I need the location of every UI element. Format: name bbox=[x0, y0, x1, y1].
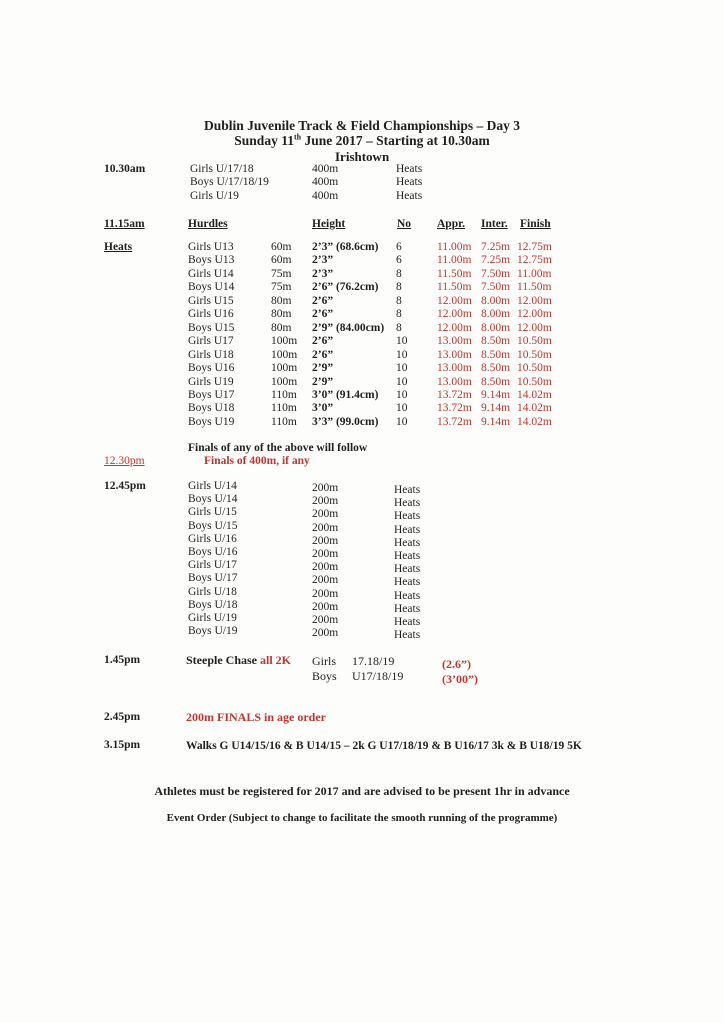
finals-400m-note: Finals of 400m, if any bbox=[204, 455, 310, 467]
page-title: Dublin Juvenile Track & Field Championships – Day 3 bbox=[203, 118, 521, 133]
hurdle-count: 8 bbox=[396, 281, 402, 294]
steeple-height: (2.6”) bbox=[442, 657, 471, 671]
hurdle-category: Girls U16 bbox=[188, 308, 234, 321]
event-category: Girls U/18 bbox=[188, 585, 237, 598]
walks-text: Walks G U14/15/16 & B U14/15 – 2k G U17/18/19 & B U16/17 3k & B U18/19 5K bbox=[186, 740, 582, 752]
finals-200m: 200m FINALS in age order bbox=[186, 710, 326, 724]
steeple-chase-distance: all 2K bbox=[260, 653, 292, 667]
event-category: Girls U/19 bbox=[188, 612, 237, 624]
hurdle-distance: 110m bbox=[271, 388, 297, 401]
event-distance: 400m bbox=[312, 176, 339, 189]
event-round: Heats bbox=[394, 589, 421, 602]
hurdle-approach: 13.72m bbox=[437, 388, 472, 401]
event-category: Girls U/16 bbox=[188, 532, 237, 545]
hurdle-count: 10 bbox=[396, 388, 408, 401]
hurdle-height: 3’3” (99.0cm) bbox=[312, 415, 379, 428]
event-category: Boys U/17 bbox=[188, 572, 238, 585]
hurdle-interval: 7.25m bbox=[481, 241, 511, 253]
event-distance: 200m bbox=[312, 600, 339, 613]
hurdle-interval: 8.00m bbox=[481, 294, 511, 307]
hurdle-height: 2’6” (76.2cm) bbox=[312, 281, 379, 294]
hurdle-count: 10 bbox=[396, 415, 408, 428]
event-distance: 200m bbox=[312, 482, 339, 494]
event-category: Girls U/14 bbox=[188, 480, 237, 492]
hurdle-approach: 11.00m bbox=[437, 254, 472, 267]
hurdle-height: 2’6” bbox=[312, 308, 334, 321]
inter-heading: Inter. bbox=[481, 218, 508, 230]
hurdle-interval: 9.14m bbox=[481, 388, 511, 401]
event-category: Girls U/19 bbox=[190, 189, 239, 202]
heats-label: Heats bbox=[104, 241, 133, 253]
hurdle-finish: 14.02m bbox=[517, 388, 552, 401]
hurdle-count: 8 bbox=[396, 308, 402, 321]
hurdle-height: 3’0” bbox=[312, 402, 334, 415]
hurdle-count: 8 bbox=[396, 294, 402, 307]
hurdle-finish: 12.75m bbox=[517, 241, 552, 253]
event-distance: 200m bbox=[312, 627, 339, 640]
venue: Irishtown bbox=[335, 149, 390, 164]
hurdle-approach: 13.00m bbox=[437, 348, 472, 361]
steeple-category: Boys bbox=[312, 669, 337, 683]
hurdle-height: 2’9” bbox=[312, 375, 334, 388]
finals-note: Finals of any of the above will follow bbox=[188, 442, 368, 454]
hurdle-distance: 110m bbox=[271, 415, 297, 428]
hurdle-height: 2’3” (68.6cm) bbox=[312, 241, 379, 253]
hurdle-distance: 100m bbox=[271, 348, 298, 361]
hurdle-approach: 13.00m bbox=[437, 375, 472, 388]
hurdle-category: Boys U14 bbox=[188, 281, 235, 294]
hurdle-approach: 11.50m bbox=[437, 267, 472, 280]
event-category: Girls U/17/18 bbox=[190, 163, 254, 175]
event-category: Girls U/15 bbox=[188, 506, 237, 519]
hurdle-finish: 12.00m bbox=[517, 321, 552, 334]
hurdle-distance: 80m bbox=[271, 294, 292, 307]
hurdle-finish: 12.75m bbox=[517, 254, 552, 267]
event-distance: 200m bbox=[312, 495, 339, 508]
hurdle-interval: 9.14m bbox=[481, 402, 511, 415]
steeple-ages: 17.18/19 bbox=[352, 654, 395, 668]
steeple-category: Girls bbox=[312, 654, 336, 668]
hurdle-distance: 75m bbox=[271, 267, 292, 280]
event-round: Heats bbox=[394, 536, 421, 549]
hurdle-approach: 12.00m bbox=[437, 294, 472, 307]
hurdle-distance: 80m bbox=[271, 308, 292, 321]
hurdle-finish: 14.02m bbox=[517, 402, 552, 415]
time-1030: 10.30am bbox=[104, 163, 146, 175]
hurdle-count: 6 bbox=[396, 241, 402, 253]
hurdle-category: Girls U17 bbox=[188, 335, 234, 348]
event-distance: 200m bbox=[312, 587, 339, 600]
hurdle-finish: 11.50m bbox=[517, 281, 552, 294]
hurdle-category: Boys U16 bbox=[188, 362, 235, 375]
hurdle-interval: 9.14m bbox=[481, 415, 511, 428]
finish-heading: Finish bbox=[520, 218, 551, 230]
event-category: Boys U/14 bbox=[188, 493, 238, 506]
hurdle-finish: 14.02m bbox=[517, 415, 552, 428]
event-round: Heats bbox=[394, 616, 421, 628]
hurdle-interval: 7.50m bbox=[481, 267, 511, 280]
event-category: Boys U/18 bbox=[188, 598, 238, 611]
hurdle-approach: 12.00m bbox=[437, 308, 472, 321]
event-round: Heats bbox=[394, 550, 421, 562]
time-1230: 12.30pm bbox=[104, 455, 145, 467]
hurdle-height: 2’9” bbox=[312, 362, 334, 375]
hurdle-count: 8 bbox=[396, 321, 402, 334]
date-prefix: Sunday 11 bbox=[234, 133, 294, 148]
hurdle-category: Boys U19 bbox=[188, 415, 235, 428]
hurdle-height: 2’3” bbox=[312, 254, 334, 267]
event-order-note: Event Order (Subject to change to facilitate the smooth running of the programme) bbox=[166, 812, 558, 824]
hurdle-finish: 11.00m bbox=[517, 267, 552, 280]
hurdle-finish: 10.50m bbox=[517, 335, 552, 348]
hurdle-interval: 7.50m bbox=[481, 281, 511, 294]
hurdle-approach: 13.00m bbox=[437, 362, 472, 375]
hurdles-heading: Hurdles bbox=[188, 218, 228, 230]
event-distance: 200m bbox=[312, 508, 339, 521]
time-1245: 12.45pm bbox=[104, 480, 146, 492]
hurdle-distance: 60m bbox=[271, 254, 292, 267]
time-1115: 11.15am bbox=[104, 218, 145, 230]
hurdle-height: 2’3” bbox=[312, 267, 334, 280]
hurdle-approach: 12.00m bbox=[437, 321, 472, 334]
hurdle-distance: 60m bbox=[271, 241, 292, 253]
page-date bbox=[0, 134, 724, 147]
hurdle-count: 10 bbox=[396, 362, 408, 375]
steeple-height: (3’00”) bbox=[442, 672, 478, 686]
hurdle-count: 10 bbox=[396, 375, 408, 388]
event-category: Boys U/16 bbox=[188, 546, 238, 558]
hurdle-count: 6 bbox=[396, 254, 402, 267]
event-round: Heats bbox=[396, 189, 423, 202]
event-round: Heats bbox=[394, 523, 421, 536]
hurdle-height: 2’6” bbox=[312, 294, 334, 307]
hurdle-category: Boys U15 bbox=[188, 321, 235, 334]
event-round: Heats bbox=[394, 602, 421, 615]
hurdle-interval: 8.50m bbox=[481, 348, 511, 361]
event-distance: 400m bbox=[312, 163, 339, 175]
event-category: Boys U/17/18/19 bbox=[190, 176, 269, 189]
hurdle-count: 10 bbox=[396, 402, 408, 415]
event-category: Girls U/17 bbox=[188, 559, 237, 572]
event-round: Heats bbox=[394, 629, 421, 642]
hurdle-distance: 100m bbox=[271, 362, 298, 375]
steeple-ages: U17/18/19 bbox=[352, 669, 404, 683]
no-heading: No bbox=[397, 218, 412, 230]
hurdle-count: 10 bbox=[396, 348, 408, 361]
height-heading: Height bbox=[312, 218, 346, 230]
hurdle-distance: 75m bbox=[271, 281, 292, 294]
event-round: Heats bbox=[396, 163, 423, 175]
hurdle-finish: 10.50m bbox=[517, 362, 552, 375]
event-round: Heats bbox=[394, 576, 421, 589]
event-category: Boys U/15 bbox=[188, 519, 238, 532]
hurdle-height: 2’9” (84.00cm) bbox=[312, 321, 385, 334]
hurdle-category: Boys U17 bbox=[188, 388, 235, 401]
hurdle-interval: 8.50m bbox=[481, 335, 511, 348]
hurdle-finish: 12.00m bbox=[517, 294, 552, 307]
hurdle-interval: 8.00m bbox=[481, 308, 511, 321]
hurdle-approach: 11.50m bbox=[437, 281, 472, 294]
hurdle-height: 3’0” (91.4cm) bbox=[312, 388, 379, 401]
event-round: Heats bbox=[394, 563, 421, 576]
event-distance: 200m bbox=[312, 534, 339, 547]
hurdle-height: 2’6” bbox=[312, 335, 334, 348]
hurdle-category: Girls U15 bbox=[188, 294, 234, 307]
event-distance: 400m bbox=[312, 189, 339, 202]
hurdle-finish: 10.50m bbox=[517, 348, 552, 361]
hurdle-count: 8 bbox=[396, 267, 402, 280]
hurdle-approach: 13.00m bbox=[437, 335, 472, 348]
hurdle-interval: 7.25m bbox=[481, 254, 511, 267]
hurdle-height: 2’6” bbox=[312, 348, 334, 361]
hurdle-count: 10 bbox=[396, 335, 408, 348]
steeple-chase-title bbox=[186, 654, 291, 667]
hurdle-interval: 8.00m bbox=[481, 321, 511, 334]
hurdle-distance: 100m bbox=[271, 375, 298, 388]
hurdle-category: Boys U13 bbox=[188, 254, 235, 267]
hurdle-category: Girls U18 bbox=[188, 348, 234, 361]
hurdle-approach: 11.00m bbox=[437, 241, 472, 253]
event-round: Heats bbox=[394, 497, 421, 510]
appr-heading: Appr. bbox=[437, 218, 466, 230]
hurdle-interval: 8.50m bbox=[481, 375, 511, 388]
hurdle-finish: 12.00m bbox=[517, 308, 552, 321]
event-distance: 200m bbox=[312, 521, 339, 534]
event-round: Heats bbox=[394, 484, 421, 496]
hurdle-distance: 110m bbox=[271, 402, 297, 415]
event-distance: 200m bbox=[312, 574, 339, 587]
hurdle-category: Girls U14 bbox=[188, 267, 234, 280]
event-distance: 200m bbox=[312, 614, 339, 626]
hurdle-approach: 13.72m bbox=[437, 415, 472, 428]
hurdle-category: Boys U18 bbox=[188, 402, 235, 415]
date-rest: June 2017 – Starting at 10.30am bbox=[301, 133, 490, 148]
hurdle-finish: 10.50m bbox=[517, 375, 552, 388]
hurdle-approach: 13.72m bbox=[437, 402, 472, 415]
hurdle-distance: 80m bbox=[271, 321, 292, 334]
event-distance: 200m bbox=[312, 561, 339, 574]
time-245: 2.45pm bbox=[104, 711, 141, 723]
hurdle-distance: 100m bbox=[271, 335, 298, 348]
event-distance: 200m bbox=[312, 548, 339, 560]
hurdle-category: Girls U19 bbox=[188, 375, 234, 388]
date-suffix-sup: th bbox=[293, 132, 302, 142]
hurdle-category: Girls U13 bbox=[188, 241, 234, 253]
event-round: Heats bbox=[396, 176, 423, 189]
hurdle-interval: 8.50m bbox=[481, 362, 511, 375]
time-145: 1.45pm bbox=[104, 654, 141, 666]
event-round: Heats bbox=[394, 510, 421, 523]
registration-note: Athletes must be registered for 2017 and are advised to be present 1hr in advance bbox=[154, 784, 570, 798]
event-category: Boys U/19 bbox=[188, 625, 238, 638]
steeple-chase-label: Steeple Chase bbox=[186, 653, 257, 667]
time-315: 3.15pm bbox=[104, 739, 141, 751]
